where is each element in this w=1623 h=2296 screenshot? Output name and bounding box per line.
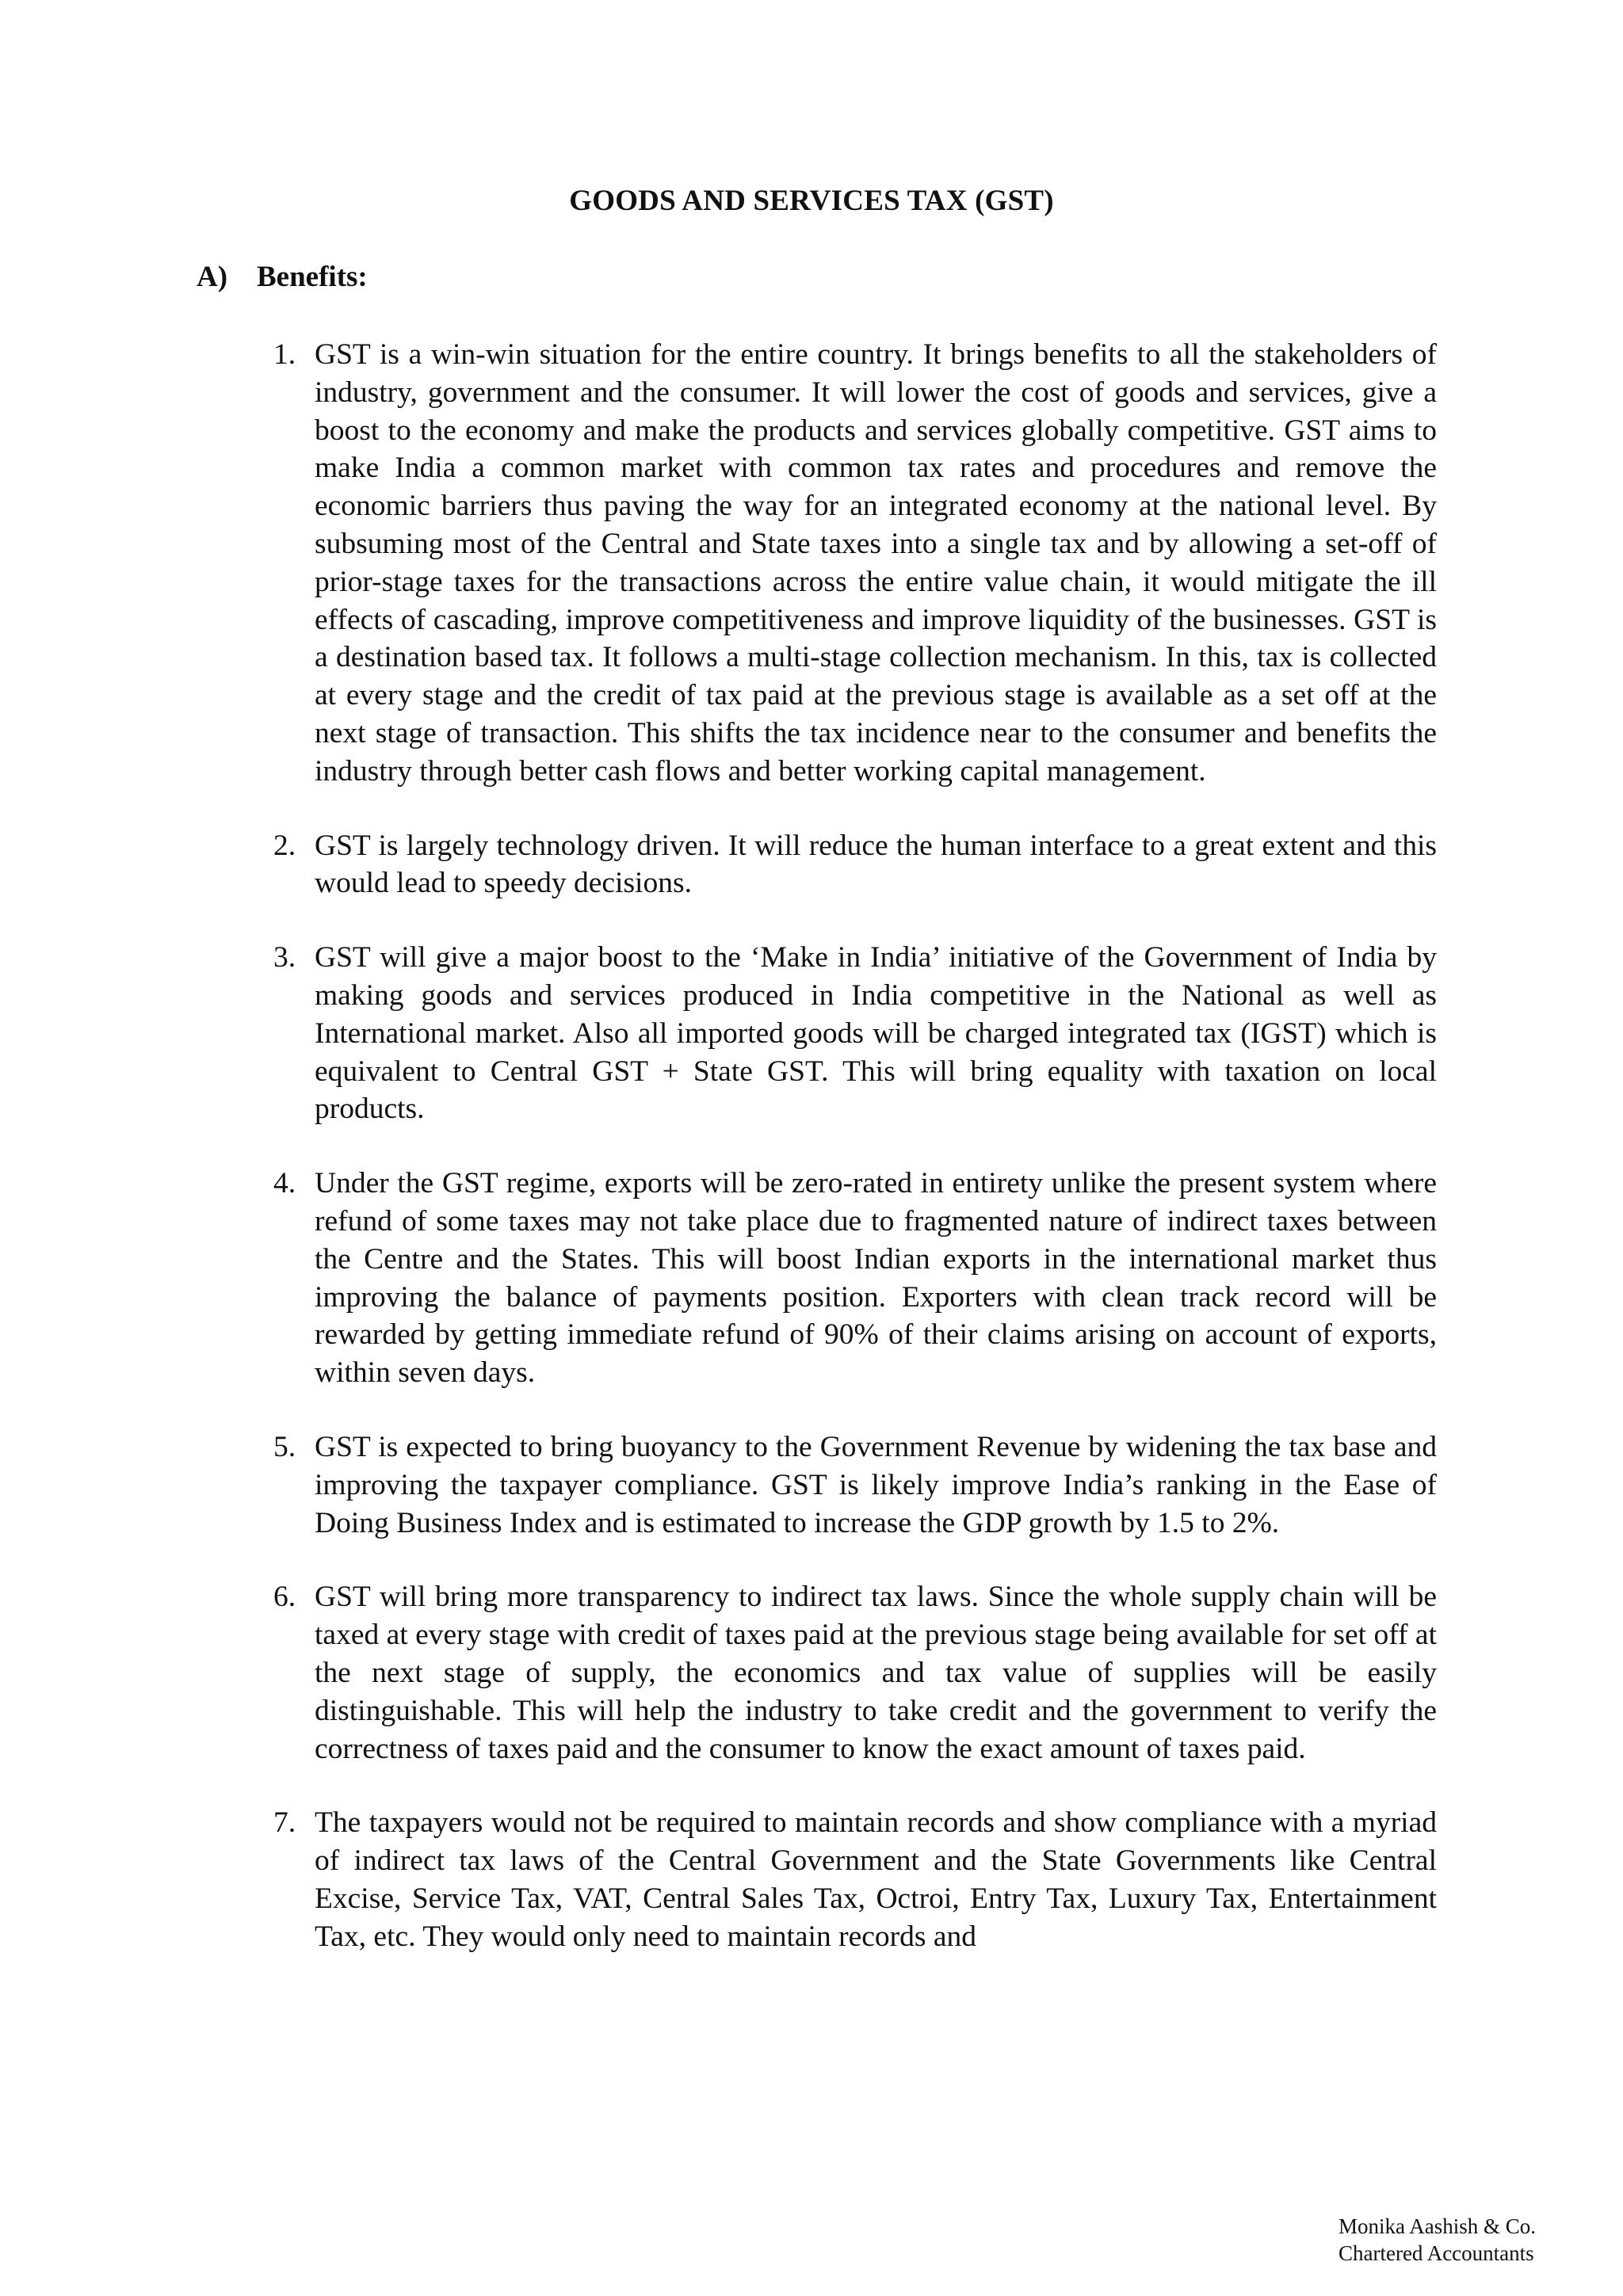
- benefit-text: The taxpayers would not be required to maintain records and show compliance with a myriad of indirect tax laws of the Central Government and the State Governments like Central Excise, Service Tax, VAT, Central Sales Tax, Octroi, Entry Tax, Luxury Tax, Entertainment Tax, etc. They would only need to maintain records and: [315, 1806, 1437, 1953]
- firm-role: Chartered Accountants: [1338, 2241, 1534, 2265]
- section-marker: A): [197, 261, 228, 293]
- benefit-item-7: [258, 1804, 1437, 1955]
- benefit-text: GST will give a major boost to the ‘Make in India’ initiative of the Government of India by making goods and services produced in India competitive in the National as well as International market. Also all imported goods will be charged integrated tax (IGST) which is equivalent to Central GST + State GST. This will bring equality with taxation on local products.: [315, 941, 1437, 1126]
- benefit-text: GST is largely technology driven. It will reduce the human interface to a great extent and this would lead to speedy decisions.: [315, 829, 1437, 900]
- benefit-item-1: [258, 336, 1437, 791]
- benefit-item-6: [258, 1578, 1437, 1768]
- benefit-text: Under the GST regime, exports will be zero-rated in entirety unlike the present system where refund of some taxes may not take place due to fragmented nature of indirect taxes between the Centre and the States. This will boost Indian exports in the international market thus improving the balance of payments position. Exporters with clean track record will be rewarded by getting immediate refund of 90% of their claims arising on account of exports, within seven days.: [315, 1167, 1437, 1390]
- benefit-number: 7.: [273, 1806, 296, 1840]
- benefits-list: [258, 336, 1437, 1992]
- benefit-number: 3.: [273, 941, 296, 974]
- benefit-text: GST is a win-win situation for the entire country. It brings benefits to all the stakeholders of industry, government and the consumer. It will lower the cost of goods and services, give a boost to the economy and make the products and services globally competitive. GST aims to make India a common market with common tax rates and procedures and remove the economic barriers thus paving the way for an integrated economy at the national level. By subsuming most of the Central and State taxes into a single tax and by allowing a set-off of prior-stage taxes for the transactions across the entire value chain, it would mitigate the ill effects of cascading, improve competitiveness and improve liquidity of the businesses. GST is a destination based tax. It follows a multi-stage collection mechanism. In this, tax is collected at every stage and the credit of tax paid at the previous stage is available as a set off at the next stage of transaction. This shifts the tax incidence near to the consumer and benefits the industry through better cash flows and better working capital management.: [315, 338, 1437, 788]
- benefit-item-5: [258, 1428, 1437, 1542]
- benefit-number: 1.: [273, 338, 296, 371]
- benefit-item-4: [258, 1165, 1437, 1392]
- benefit-number: 6.: [273, 1581, 296, 1614]
- benefit-text: GST will bring more transparency to indirect tax laws. Since the whole supply chain will be taxed at every stage with credit of taxes paid at the previous stage being available for set off at the next stage of supply, the economics and tax value of supplies will be easily distinguishable. This will help the industry to take credit and the government to verify the correctness of taxes paid and the consumer to know the exact amount of taxes paid.: [315, 1581, 1437, 1765]
- benefit-text: GST is expected to bring buoyancy to the Government Revenue by widening the tax base and improving the taxpayer compliance. GST is likely improve India’s ranking in the Ease of Doing Business Index and is estimated to increase the GDP growth by 1.5 to 2%.: [315, 1430, 1437, 1539]
- document-title: GOODS AND SERVICES TAX (GST): [569, 185, 1054, 217]
- section-heading-text: Benefits:: [257, 261, 368, 293]
- firm-name: Monika Aashish & Co.: [1338, 2214, 1536, 2238]
- benefit-number: 2.: [273, 829, 296, 862]
- benefit-number: 4.: [273, 1167, 296, 1200]
- benefit-item-3: [258, 939, 1437, 1128]
- section-heading: [197, 260, 368, 294]
- page-footer: [1338, 2213, 1536, 2267]
- benefit-item-2: [258, 827, 1437, 903]
- benefit-number: 5.: [273, 1430, 296, 1463]
